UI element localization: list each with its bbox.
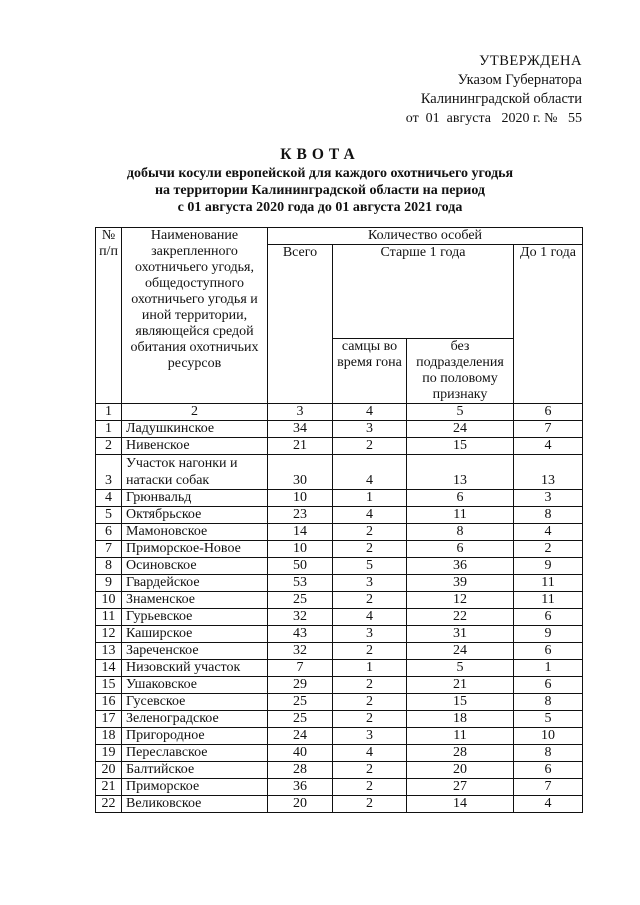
- column-numbering-row: [96, 404, 583, 421]
- table-row: [96, 592, 583, 609]
- total-count: 32: [268, 643, 333, 660]
- males-count: 2: [333, 677, 407, 694]
- males-count: 3: [333, 626, 407, 643]
- males-count: 2: [333, 643, 407, 660]
- header-males: самцы во время гона: [333, 339, 407, 404]
- quota-table: [95, 227, 583, 813]
- row-number: 4: [96, 490, 122, 507]
- table-row: [96, 490, 583, 507]
- heading-line-3: с 01 августа 2020 года до 01 августа 2021 года: [177, 200, 463, 215]
- under-one-year-count: 9: [514, 626, 583, 643]
- males-count: 1: [333, 490, 407, 507]
- header-older: Старше 1 года: [333, 245, 514, 339]
- hunting-ground-name: Знаменское: [122, 592, 268, 609]
- header-young: До 1 года: [514, 245, 583, 404]
- hunting-ground-name: Приморское-Новое: [122, 541, 268, 558]
- total-count: 25: [268, 694, 333, 711]
- row-number: 14: [96, 660, 122, 677]
- total-count: 7: [268, 660, 333, 677]
- row-number: 6: [96, 524, 122, 541]
- males-count: 5: [333, 558, 407, 575]
- under-one-year-count: 13: [514, 455, 583, 490]
- males-count: 2: [333, 711, 407, 728]
- hunting-ground-name: Балтийское: [122, 762, 268, 779]
- heading-line-1: добычи косули европейской для каждого охотничьего угодья: [126, 166, 514, 181]
- row-number: 2: [96, 438, 122, 455]
- total-count: 36: [268, 779, 333, 796]
- row-number: 19: [96, 745, 122, 762]
- row-number: 9: [96, 575, 122, 592]
- unsexed-count: 6: [407, 490, 514, 507]
- under-one-year-count: 2: [514, 541, 583, 558]
- table-row: [96, 694, 583, 711]
- table-row: [96, 507, 583, 524]
- males-count: 4: [333, 455, 407, 490]
- row-number: 18: [96, 728, 122, 745]
- row-number: 21: [96, 779, 122, 796]
- total-count: 23: [268, 507, 333, 524]
- males-count: 3: [333, 728, 407, 745]
- column-number: 1: [96, 404, 122, 421]
- hunting-ground-name: Ладушкинское: [122, 421, 268, 438]
- row-number: 13: [96, 643, 122, 660]
- males-count: 3: [333, 421, 407, 438]
- table-row: [96, 796, 583, 813]
- unsexed-count: 5: [407, 660, 514, 677]
- unsexed-count: 21: [407, 677, 514, 694]
- hunting-ground-name: Участок нагонки и натаски собак: [122, 455, 268, 490]
- table-row: [96, 524, 583, 541]
- under-one-year-count: 7: [514, 779, 583, 796]
- column-number: 5: [407, 404, 514, 421]
- unsexed-count: 36: [407, 558, 514, 575]
- under-one-year-count: 1: [514, 660, 583, 677]
- under-one-year-count: 4: [514, 438, 583, 455]
- header-total: Всего: [268, 245, 333, 404]
- unsexed-count: 31: [407, 626, 514, 643]
- total-count: 14: [268, 524, 333, 541]
- total-count: 50: [268, 558, 333, 575]
- total-count: 25: [268, 592, 333, 609]
- hunting-ground-name: Мамоновское: [122, 524, 268, 541]
- table-row: [96, 779, 583, 796]
- table-row: [96, 541, 583, 558]
- under-one-year-count: 8: [514, 694, 583, 711]
- table-row: [96, 745, 583, 762]
- under-one-year-count: 8: [514, 745, 583, 762]
- unsexed-count: 14: [407, 796, 514, 813]
- unsexed-count: 24: [407, 421, 514, 438]
- table-row: [96, 643, 583, 660]
- table-row: [96, 711, 583, 728]
- row-number: 7: [96, 541, 122, 558]
- row-number: 20: [96, 762, 122, 779]
- column-number: 4: [333, 404, 407, 421]
- under-one-year-count: 4: [514, 796, 583, 813]
- row-number: 8: [96, 558, 122, 575]
- males-count: 2: [333, 541, 407, 558]
- unsexed-count: 22: [407, 609, 514, 626]
- hunting-ground-name: Октябрьское: [122, 507, 268, 524]
- table-row: [96, 421, 583, 438]
- under-one-year-count: 3: [514, 490, 583, 507]
- males-count: 2: [333, 524, 407, 541]
- table-row: [96, 609, 583, 626]
- hunting-ground-name: Пригородное: [122, 728, 268, 745]
- males-count: 2: [333, 796, 407, 813]
- table-row: [96, 455, 583, 490]
- unsexed-count: 8: [407, 524, 514, 541]
- header-nosex: без подразделения по половому признаку: [407, 339, 514, 404]
- males-count: 1: [333, 660, 407, 677]
- total-count: 30: [268, 455, 333, 490]
- unsexed-count: 27: [407, 779, 514, 796]
- column-number: 2: [122, 404, 268, 421]
- total-count: 10: [268, 490, 333, 507]
- hunting-ground-name: Грюнвальд: [122, 490, 268, 507]
- under-one-year-count: 4: [514, 524, 583, 541]
- under-one-year-count: 6: [514, 643, 583, 660]
- total-count: 10: [268, 541, 333, 558]
- column-number: 6: [514, 404, 583, 421]
- hunting-ground-name: Переславское: [122, 745, 268, 762]
- total-count: 40: [268, 745, 333, 762]
- approval-title: УТВЕРЖДЕНА: [479, 53, 582, 69]
- total-count: 43: [268, 626, 333, 643]
- total-count: 32: [268, 609, 333, 626]
- approval-line-2: Калининградской области: [420, 91, 582, 107]
- hunting-ground-name: Гурьевское: [122, 609, 268, 626]
- males-count: 4: [333, 609, 407, 626]
- under-one-year-count: 11: [514, 592, 583, 609]
- row-number: 22: [96, 796, 122, 813]
- males-count: 2: [333, 762, 407, 779]
- table-row: [96, 438, 583, 455]
- total-count: 21: [268, 438, 333, 455]
- table-row: [96, 626, 583, 643]
- row-number: 1: [96, 421, 122, 438]
- total-count: 24: [268, 728, 333, 745]
- under-one-year-count: 11: [514, 575, 583, 592]
- unsexed-count: 12: [407, 592, 514, 609]
- hunting-ground-name: Осиновское: [122, 558, 268, 575]
- row-number: 11: [96, 609, 122, 626]
- row-number: 5: [96, 507, 122, 524]
- heading-line-2: на территории Калининградской области на период: [154, 183, 486, 198]
- header-name: Наименование закрепленного охотничьего угодья, общедоступного охотничьего угодья и иной территории, являющейся средой обитания охотничьих ресурсов: [122, 228, 268, 404]
- row-number: 10: [96, 592, 122, 609]
- males-count: 3: [333, 575, 407, 592]
- under-one-year-count: 10: [514, 728, 583, 745]
- table-row: [96, 575, 583, 592]
- under-one-year-count: 7: [514, 421, 583, 438]
- males-count: 2: [333, 438, 407, 455]
- hunting-ground-name: Приморское: [122, 779, 268, 796]
- males-count: 2: [333, 694, 407, 711]
- total-count: 25: [268, 711, 333, 728]
- document-title: КВОТА: [280, 146, 360, 163]
- unsexed-count: 39: [407, 575, 514, 592]
- row-number: 17: [96, 711, 122, 728]
- header-count: Количество особей: [268, 228, 583, 245]
- column-number: 3: [268, 404, 333, 421]
- unsexed-count: 11: [407, 507, 514, 524]
- males-count: 2: [333, 592, 407, 609]
- table-row: [96, 558, 583, 575]
- unsexed-count: 13: [407, 455, 514, 490]
- total-count: 53: [268, 575, 333, 592]
- approval-line-1: Указом Губернатора: [457, 72, 582, 88]
- males-count: 4: [333, 745, 407, 762]
- hunting-ground-name: Зареченское: [122, 643, 268, 660]
- unsexed-count: 20: [407, 762, 514, 779]
- unsexed-count: 15: [407, 438, 514, 455]
- hunting-ground-name: Великовское: [122, 796, 268, 813]
- under-one-year-count: 6: [514, 609, 583, 626]
- table-row: [96, 728, 583, 745]
- unsexed-count: 11: [407, 728, 514, 745]
- total-count: 34: [268, 421, 333, 438]
- hunting-ground-name: Нивенское: [122, 438, 268, 455]
- total-count: 20: [268, 796, 333, 813]
- hunting-ground-name: Каширское: [122, 626, 268, 643]
- row-number: 16: [96, 694, 122, 711]
- hunting-ground-name: Гвардейское: [122, 575, 268, 592]
- row-number: 12: [96, 626, 122, 643]
- hunting-ground-name: Гусевское: [122, 694, 268, 711]
- table-row: [96, 677, 583, 694]
- under-one-year-count: 8: [514, 507, 583, 524]
- hunting-ground-name: Зеленоградское: [122, 711, 268, 728]
- row-number: 15: [96, 677, 122, 694]
- approval-stamp: [342, 52, 582, 128]
- under-one-year-count: 5: [514, 711, 583, 728]
- unsexed-count: 28: [407, 745, 514, 762]
- document-heading: [0, 144, 640, 216]
- total-count: 28: [268, 762, 333, 779]
- table-row: [96, 660, 583, 677]
- quota-table-body: [96, 421, 583, 813]
- header-no: № п/п: [96, 228, 122, 404]
- under-one-year-count: 6: [514, 762, 583, 779]
- under-one-year-count: 6: [514, 677, 583, 694]
- row-number: 3: [96, 455, 122, 490]
- unsexed-count: 18: [407, 711, 514, 728]
- total-count: 29: [268, 677, 333, 694]
- table-row: [96, 762, 583, 779]
- approval-date: от 01 августа 2020 г. № 55: [405, 111, 582, 126]
- unsexed-count: 15: [407, 694, 514, 711]
- under-one-year-count: 9: [514, 558, 583, 575]
- hunting-ground-name: Низовский участок: [122, 660, 268, 677]
- hunting-ground-name: Ушаковское: [122, 677, 268, 694]
- unsexed-count: 6: [407, 541, 514, 558]
- males-count: 2: [333, 779, 407, 796]
- unsexed-count: 24: [407, 643, 514, 660]
- males-count: 4: [333, 507, 407, 524]
